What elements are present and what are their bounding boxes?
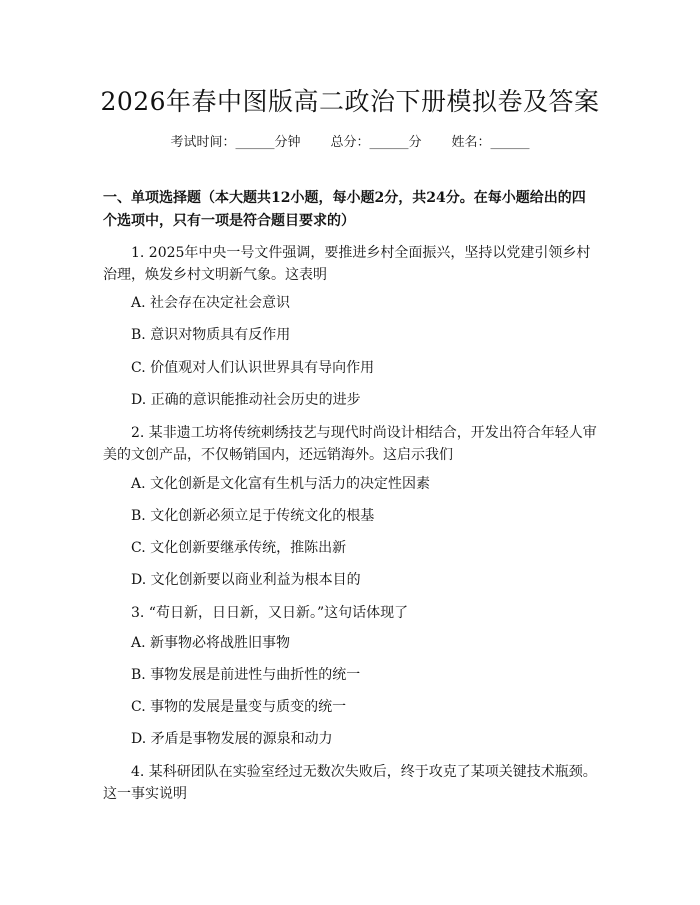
question-option: B. 文化创新必须立足于传统文化的根基 [131, 508, 375, 524]
question-option: C. 文化创新要继承传统，推陈出新 [131, 540, 347, 556]
exam-meta [0, 131, 700, 150]
question-stem: 2. 某非遗工坊将传统刺绣技艺与现代时尚设计相结合，开发出符合年轻人审美的文创产品，不仅畅销国内，还远销海外。这启示我们 [103, 425, 597, 463]
document-title: 2026年春中图版高二政治下册模拟卷及答案 [100, 87, 600, 116]
question-option: B. 事物发展是前进性与曲折性的统一 [131, 667, 361, 683]
question-option: A. 社会存在决定社会意识 [131, 295, 291, 311]
section-heading: 一、单项选择题（本大题共12小题，每小题2分，共24分。在每小题给出的四个选项中，只有一项是符合题目要求的） [103, 190, 586, 229]
question-option: B. 意识对物质具有反作用 [131, 327, 291, 343]
exam-time: 考试时间：______分钟 [170, 135, 301, 150]
question-option: D. 文化创新要以商业利益为根本目的 [131, 572, 361, 588]
question-option: A. 文化创新是文化富有生机与活力的决定性因素 [131, 476, 431, 492]
question-option: D. 正确的意识能推动社会历史的进步 [131, 392, 361, 408]
question-option: D. 矛盾是事物发展的源泉和动力 [131, 731, 333, 747]
question-option: C. 价值观对人们认识世界具有导向作用 [131, 360, 375, 376]
question-option: C. 事物的发展是量变与质变的统一 [131, 699, 347, 715]
question-option: A. 新事物必将战胜旧事物 [131, 635, 291, 651]
question-stem: 4. 某科研团队在实验室经过无数次失败后，终于攻克了某项关键技术瓶颈。这一事实说明 [103, 764, 597, 802]
question-stem: 3. “苟日新，日日新，又日新。”这句话体现了 [131, 605, 409, 621]
exam-score: 总分：______分 [330, 135, 422, 150]
question-stem: 1. 2025年中央一号文件强调，要推进乡村全面振兴，坚持以党建引领乡村治理，焕发乡村文明新气象。这表明 [103, 245, 591, 283]
student-name: 姓名：______ [451, 135, 530, 150]
